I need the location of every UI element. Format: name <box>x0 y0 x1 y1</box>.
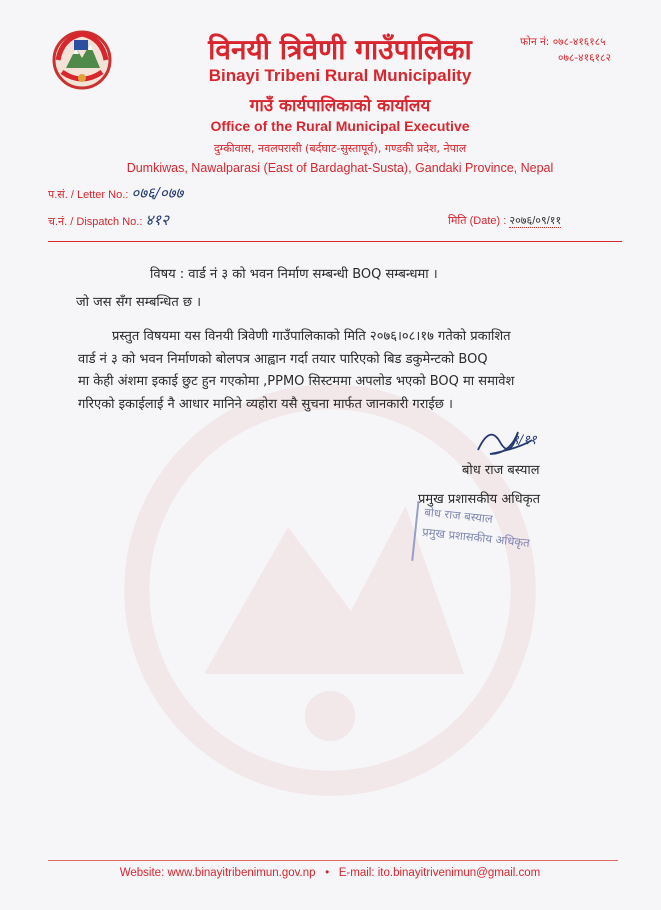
nepal-emblem-icon <box>52 28 112 92</box>
date-row <box>448 213 561 228</box>
phone-label: फोन नं: <box>520 36 550 48</box>
date-value: २०७६/०९/११ <box>509 215 562 227</box>
phone-line-1 <box>520 35 606 49</box>
footer-divider <box>48 860 618 861</box>
municipality-name-english: Binayi Tribeni Rural Municipality <box>208 66 472 85</box>
body-line-1: प्रस्तुत विषयमा यस विनयी त्रिवेणी गाउँपालिकाको मिति २०७६।०८।१७ गतेको प्रकाशित <box>112 329 511 344</box>
municipality-name-nepali: विनयी त्रिवेणी गाउँपालिका <box>208 33 472 66</box>
letter-number-row <box>48 183 183 203</box>
signature-date: ९/११ <box>512 433 537 448</box>
stamp-line-2: प्रमुख प्रशासकीय अधिकृत <box>421 524 531 550</box>
subject-line: विषय : वार्ड नं ३ को भवन निर्माण सम्बन्धी BOQ सम्बन्धमा । <box>150 267 438 282</box>
letter-number-value: ०७६/०७७ <box>131 184 184 202</box>
date-label: मिति (Date) : <box>448 215 507 227</box>
dispatch-number-label: च.नं. / Dispatch No.: <box>48 216 143 228</box>
address-nepali: दुम्कीवास, नवलपरासी (बर्दघाट-सुस्तापूर्व), गण्डकी प्रदेश, नेपाल <box>213 142 467 155</box>
footer-separator: • <box>325 867 330 879</box>
address-english: Dumkiwas, Nawalparasi (East of Bardaghat-Susta), Gandaki Province, Nepal <box>126 161 554 175</box>
office-name-english: Office of the Rural Municipal Executive <box>210 118 470 134</box>
footer-contact <box>40 867 620 879</box>
body-line-2: वार्ड नं ३ को भवन निर्माणको बोलपत्र आह्वान गर्दा तयार पारिएको बिड डकुमेन्टको BOQ <box>78 351 488 367</box>
footer-email: E-mail: ito.binayitrivenimun@gmail.com <box>338 867 541 879</box>
header-divider <box>48 241 622 242</box>
letter-number-label: प.सं. / Letter No.: <box>48 189 129 201</box>
phone-number-2: ०७८-४१६१८२ <box>558 52 611 64</box>
office-name-nepali: गाउँ कार्यपालिकाको कार्यालय <box>249 96 431 116</box>
salutation: जो जस सँग सम्बन्धित छ । <box>76 295 202 310</box>
footer-website: Website: www.binayitribenimun.gov.np <box>119 867 316 879</box>
body-line-4: गरिएको इकाईलाई नै आधार मानिने व्यहोरा यसै सुचना मार्फत जानकारी गराईछ । <box>78 396 453 412</box>
dispatch-number-value: ४१२ <box>145 211 169 229</box>
body-line-3: मा केही अंशमा इकाई छुट हुन गएकोमा ,PPMO सिस्टममा अपलोड भएको BOQ मा समावेश <box>78 374 515 389</box>
dispatch-number-row <box>48 210 169 230</box>
signatory-title: प्रमुख प्रशासकीय अधिकृत <box>418 492 541 507</box>
stamp-line-1: बोध राज बस्याल <box>423 504 494 526</box>
phone-number-1: ०७८-४१६१८५ <box>552 36 606 48</box>
letter-body <box>78 326 583 416</box>
signatory-name: बोध राज बस्याल <box>462 463 540 478</box>
